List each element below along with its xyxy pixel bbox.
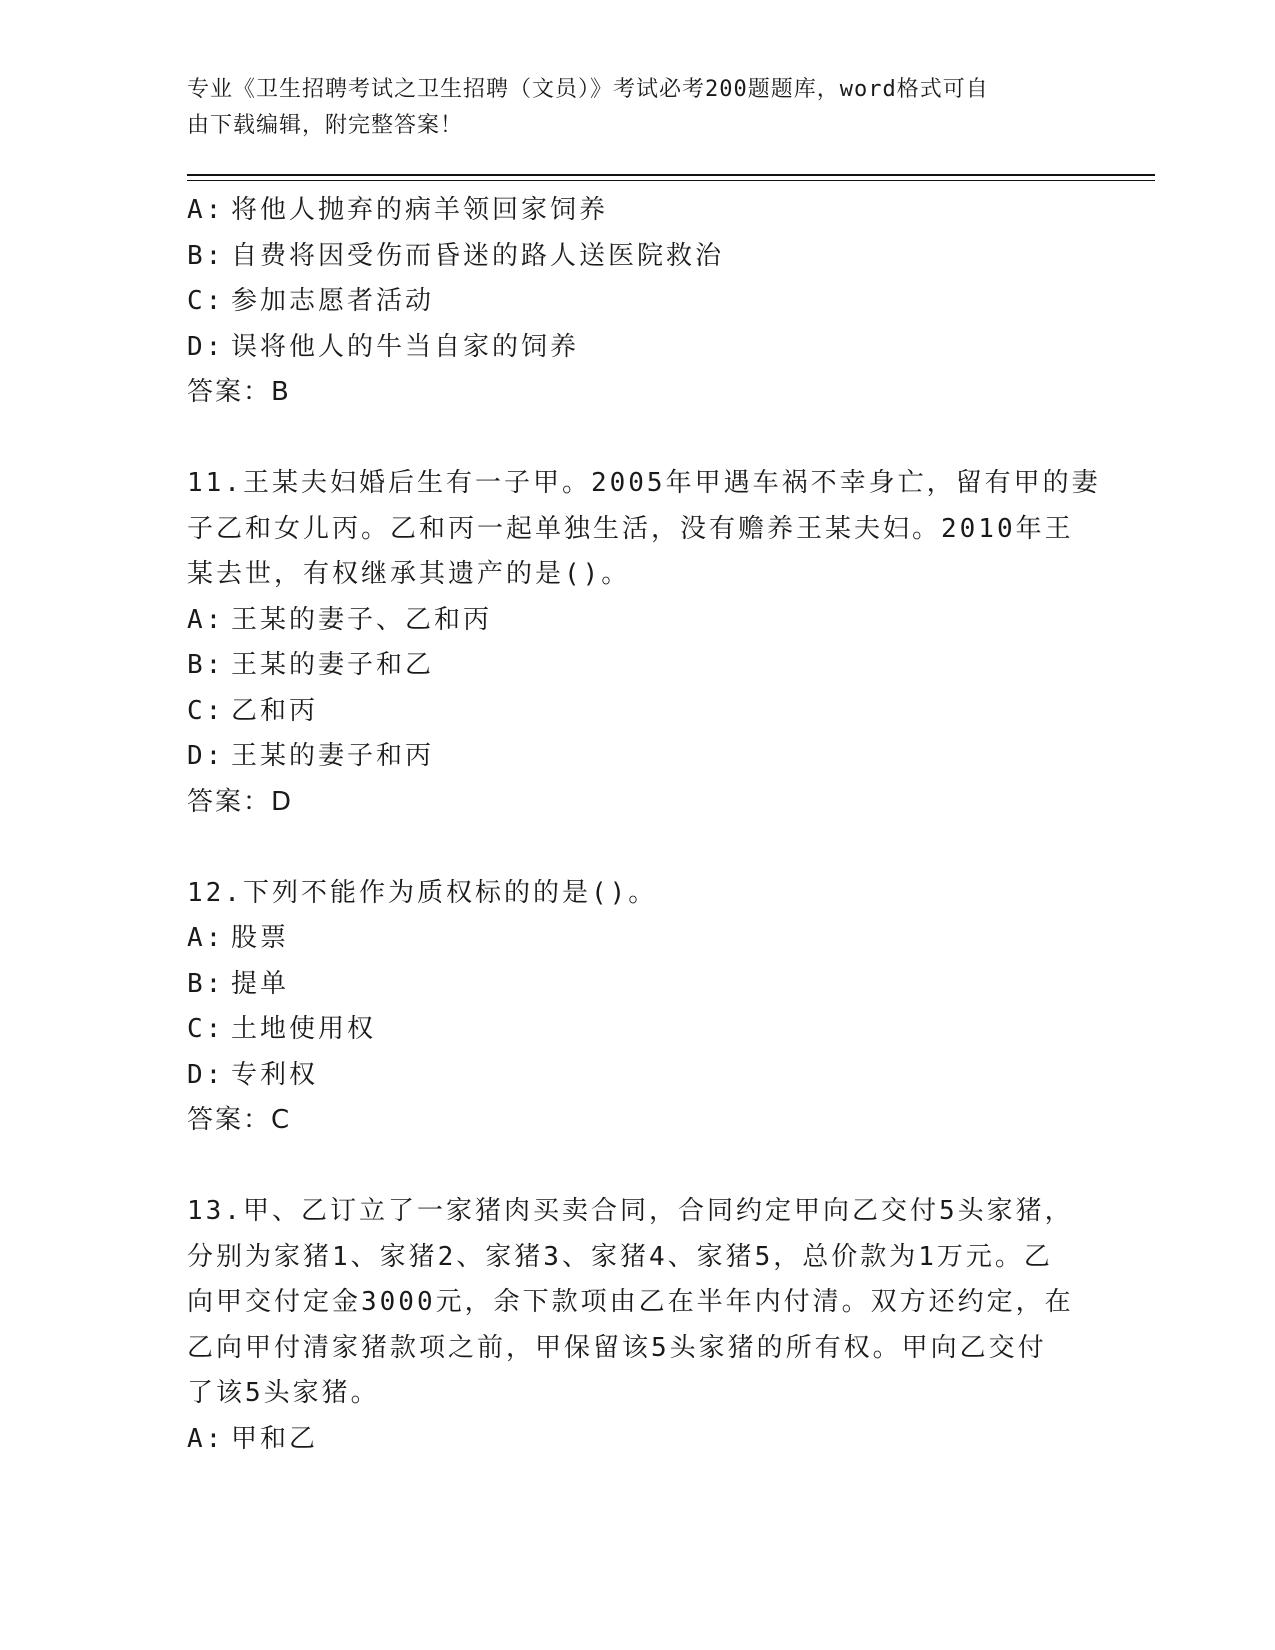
question-block-continued [187, 188, 1087, 416]
option-key: A: [187, 923, 225, 953]
question-list [187, 188, 1101, 1462]
option-row [187, 962, 1087, 1008]
answer-line: 答案：C [187, 1105, 292, 1135]
question-stem [187, 461, 1101, 598]
option-key: C: [187, 1014, 225, 1044]
option-key: B: [187, 240, 225, 271]
option-row [187, 598, 1087, 644]
option-text: 自费将因受伤而昏迷的路人送医院救治 [231, 240, 725, 271]
stem-line: 向甲交付定金3000元，余下款项由乙在半年内付清。双方还约定，在 [187, 1287, 1074, 1317]
stem-line: 某去世，有权继承其遗产的是()。 [187, 559, 631, 589]
option-text: 乙和丙 [231, 695, 319, 726]
answer-line: 答案：D [187, 786, 294, 817]
spacer [187, 825, 1087, 871]
option-text: 股票 [231, 923, 290, 953]
option-key: D: [187, 331, 225, 362]
option-text: 参加志愿者活动 [231, 286, 435, 316]
stem-line: 分别为家猪1、家猪2、家猪3、家猪4、家猪5，总价款为1万元。乙 [187, 1241, 1053, 1272]
option-row [187, 1053, 1087, 1099]
option-row [187, 1417, 1087, 1463]
question-block [187, 871, 1087, 1144]
option-text: 王某的妻子和丙 [231, 741, 435, 771]
question-block [187, 461, 1101, 825]
option-row [187, 734, 1087, 780]
option-key: A: [187, 604, 225, 635]
option-key: A: [187, 1423, 225, 1454]
spacer [187, 416, 1087, 462]
option-text: 将他人抛弃的病羊领回家饲养 [231, 195, 609, 225]
option-text: 王某的妻子和乙 [231, 650, 435, 680]
option-row [187, 234, 1087, 280]
option-row [187, 689, 1087, 735]
option-text: 土地使用权 [231, 1014, 377, 1044]
header-rule-thick [187, 174, 1155, 176]
stem-line: 子乙和女儿丙。乙和丙一起单独生活，没有赡养王某夫妇。2010年王 [187, 513, 1074, 544]
question-stem [187, 1189, 1087, 1417]
option-row [187, 279, 1087, 325]
option-row [187, 643, 1087, 689]
stem-line: 12.下列不能作为质权标的的是()。 [187, 877, 658, 908]
option-row [187, 188, 1087, 234]
option-key: B: [187, 968, 225, 999]
stem-line: 乙向甲付清家猪款项之前，甲保留该5头家猪的所有权。甲向乙交付 [187, 1332, 1047, 1363]
option-row [187, 1007, 1087, 1053]
option-text: 甲和乙 [231, 1423, 319, 1454]
option-text: 误将他人的牛当自家的饲养 [231, 331, 580, 362]
option-key: B: [187, 650, 225, 680]
header-rule-thin [187, 180, 1155, 181]
question-stem [187, 871, 1087, 917]
option-key: D: [187, 1059, 225, 1090]
stem-line: 了该5头家猪。 [187, 1378, 380, 1408]
header-line-1: 专业《卫生招聘考试之卫生招聘（文员）》考试必考200题题库，word格式可自 [187, 77, 989, 102]
option-text: 提单 [231, 968, 290, 999]
option-text: 专利权 [231, 1059, 319, 1090]
header-line-2: 由下载编辑，附完整答案！ [187, 113, 464, 138]
option-row [187, 325, 1087, 371]
stem-line: 11.王某夫妇婚后生有一子甲。2005年甲遇车祸不幸身亡，留有甲的妻 [187, 468, 1101, 498]
option-key: D: [187, 741, 225, 771]
spacer [187, 1144, 1087, 1190]
answer-line: 答案：B [187, 377, 291, 407]
option-row [187, 916, 1087, 962]
option-key: A: [187, 195, 225, 225]
option-key: C: [187, 286, 225, 316]
stem-line: 13.甲、乙订立了一家猪肉买卖合同，合同约定甲向乙交付5头家猪， [187, 1196, 1074, 1226]
question-block [187, 1189, 1087, 1462]
option-text: 王某的妻子、乙和丙 [231, 604, 493, 635]
option-key: C: [187, 695, 225, 726]
document-header [187, 72, 1087, 144]
